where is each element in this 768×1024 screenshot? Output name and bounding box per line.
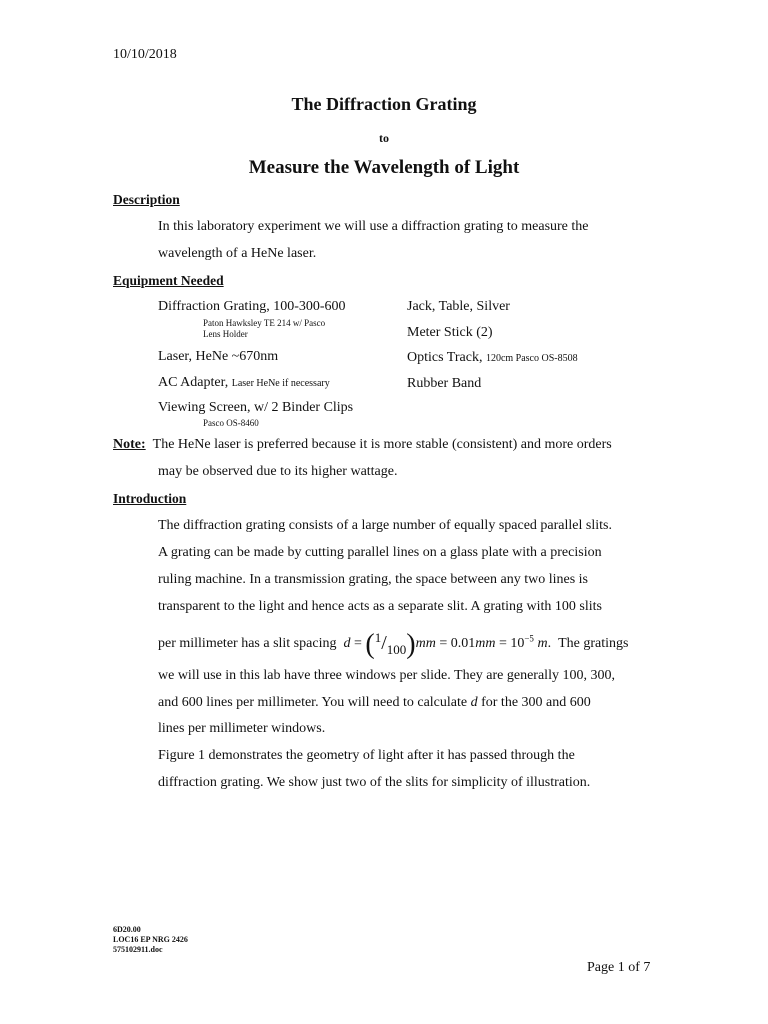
equipment-item-adapter-label: AC Adapter, [158, 375, 232, 390]
equipment-item-meter-stick: Meter Stick (2) [407, 325, 493, 340]
document-title: The Diffraction Grating [291, 94, 477, 114]
introduction-line: and 600 lines per millimeter. You will need to calculate d for the 300 and 600 [158, 695, 591, 710]
equipment-item-grating: Diffraction Grating, 100-300-600 [158, 299, 346, 314]
equipment-heading: Equipment Needed [113, 273, 224, 288]
introduction-line: lines per millimeter windows. [158, 721, 326, 736]
introduction-heading: Introduction [113, 491, 187, 506]
description-line: In this laboratory experiment we will use a diffraction grating to measure the [158, 219, 589, 234]
equipment-item-grating-detail: Lens Holder [203, 329, 248, 339]
equipment-item-screen-detail: Pasco OS-8460 [203, 418, 259, 428]
note-text: The HeNe laser is preferred because it is more stable (consistent) and more orders [152, 437, 612, 452]
footer-filename: 575102911.doc [113, 945, 163, 954]
note-line-2: may be observed due to its higher wattage. [158, 464, 398, 479]
equipment-item-rubber-band: Rubber Band [407, 376, 482, 391]
page-number: Page 1 of 7 [587, 960, 651, 975]
formula-line [158, 630, 628, 658]
description-heading: Description [113, 192, 180, 207]
equipment-item-grating-detail: Paton Hawksley TE 214 w/ Pasco [203, 318, 326, 328]
equipment-item-optics-note: 120cm Pasco OS-8508 [485, 353, 578, 364]
introduction-line: The diffraction grating consists of a large number of equally spaced parallel slits. [158, 518, 612, 533]
introduction-line: ruling machine. In a transmission grating, the space between any two lines is [158, 572, 589, 587]
equipment-item-adapter-note: Laser HeNe if necessary [231, 378, 330, 389]
equipment-item-adapter [158, 375, 330, 391]
introduction-line: Figure 1 demonstrates the geometry of light after it has passed through the [158, 748, 575, 763]
introduction-line: transparent to the light and hence acts as a separate slit. A grating with 100 slits [158, 599, 603, 614]
document-subtitle: Measure the Wavelength of Light [248, 157, 520, 178]
formula-prefix: per millimeter has a slit spacing [158, 636, 337, 651]
description-line: wavelength of a HeNe laser. [158, 246, 317, 261]
header-date: 10/10/2018 [113, 47, 177, 62]
equipment-item-screen: Viewing Screen, w/ 2 Binder Clips [158, 400, 354, 415]
footer-code: 6D20.00 [113, 925, 141, 934]
slit-spacing-formula: $d = (1/100)mm = 0.01mm = 10^{-5}$ m. [343, 629, 552, 660]
note-label: Note: [113, 437, 146, 452]
introduction-line: diffraction grating. We show just two of the slits for simplicity of illustration. [158, 775, 591, 790]
introduction-line: A grating can be made by cutting parallel lines on a glass plate with a precision [158, 545, 602, 560]
equipment-item-optics-label: Optics Track, [407, 350, 486, 365]
footer-location: LOC16 EP NRG 2426 [113, 935, 188, 944]
equipment-item-jack: Jack, Table, Silver [407, 299, 510, 314]
equipment-item-laser: Laser, HeNe ~670nm [158, 349, 279, 364]
title-connector: to [379, 131, 389, 145]
introduction-line: we will use in this lab have three windows per slide. They are generally 100, 300, [158, 668, 615, 683]
equipment-item-optics-track [407, 350, 578, 366]
formula-suffix: The gratings [558, 636, 629, 651]
note-line [113, 437, 612, 453]
